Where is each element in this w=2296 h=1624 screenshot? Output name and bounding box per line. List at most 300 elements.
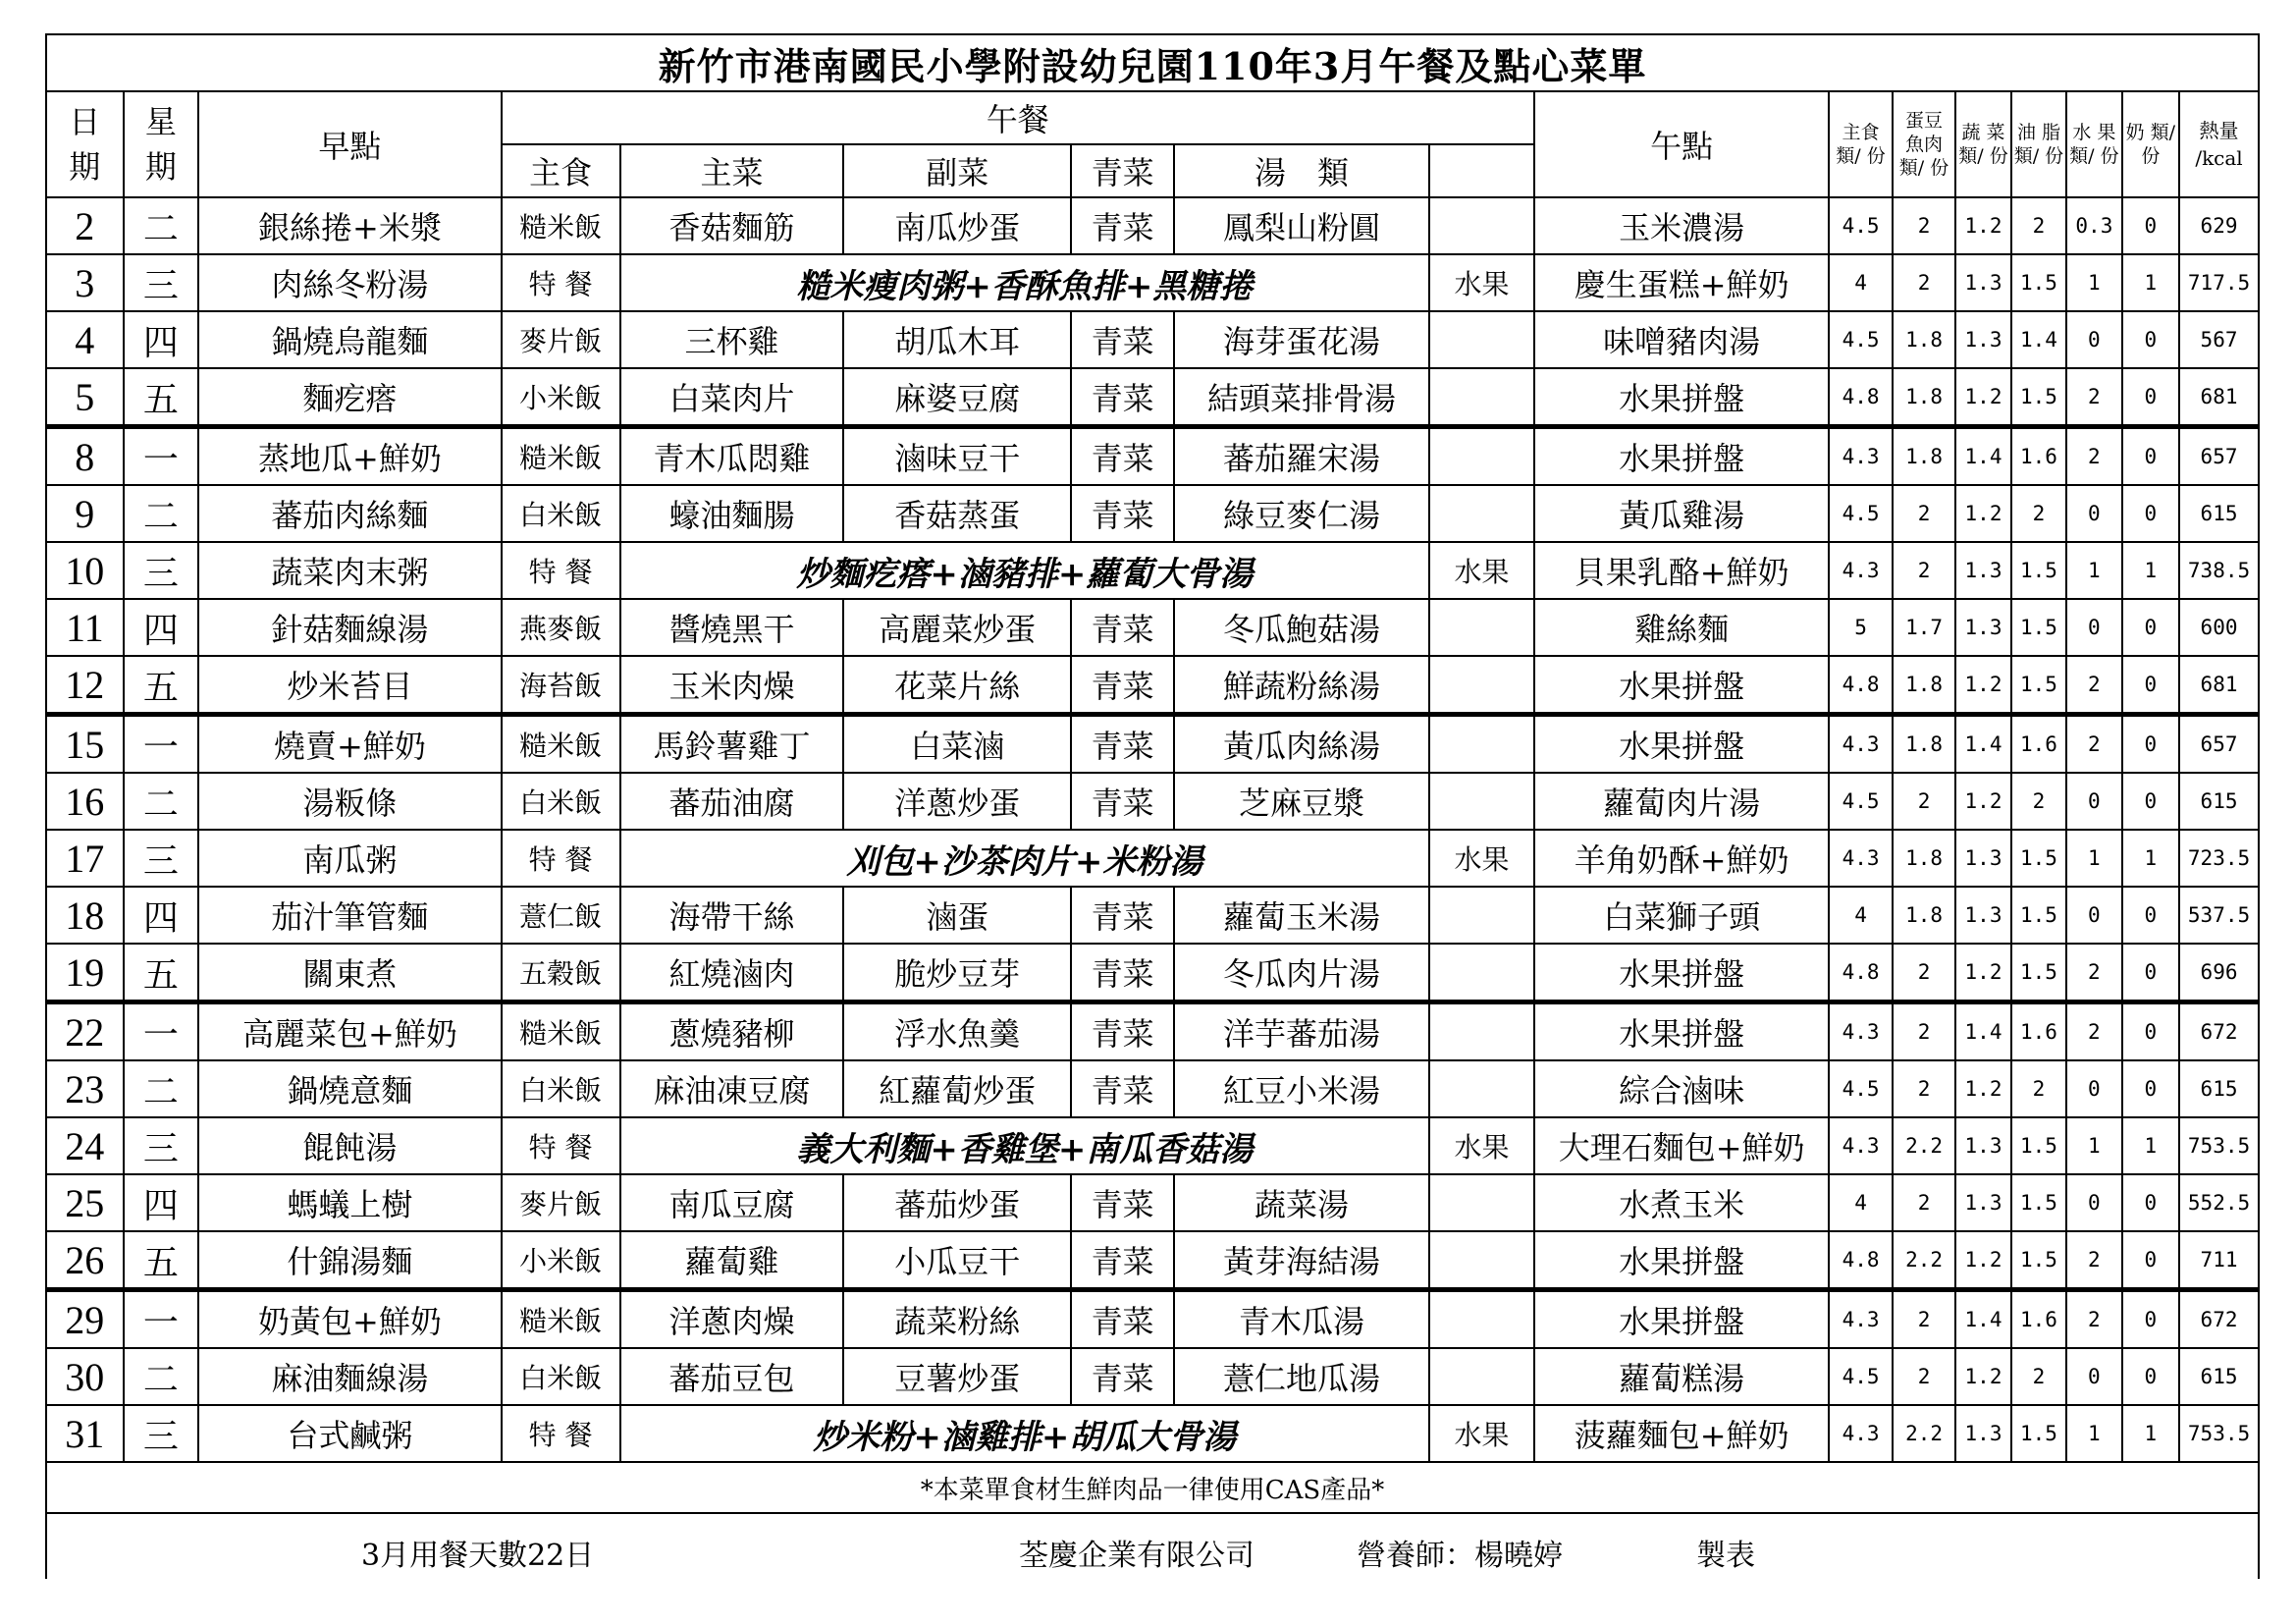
- veg-cell: 1.4: [1955, 715, 2010, 774]
- fruit-cell: 2: [2066, 715, 2121, 774]
- afternoon-cell: 水果拼盤: [1534, 427, 1829, 486]
- breakfast-cell: 炒米苔目: [198, 656, 501, 715]
- header-breakfast: 早點: [198, 91, 501, 197]
- weekday-cell: 二: [124, 485, 199, 542]
- table-row: [46, 599, 2259, 656]
- soup-cell: 蕃茄羅宋湯: [1174, 427, 1429, 486]
- side-dish-cell: 滷蛋: [843, 887, 1071, 944]
- breakfast-cell: 高麗菜包+鮮奶: [198, 1002, 501, 1061]
- protein-cell: 2.2: [1893, 1405, 1956, 1462]
- date-cell: 18: [46, 887, 124, 944]
- grain-cell: 4.8: [1829, 656, 1893, 715]
- main-dish-cell: 南瓜豆腐: [620, 1174, 844, 1231]
- fruit-cell: 1: [2066, 254, 2121, 311]
- soup-cell: 鳳梨山粉圓: [1174, 197, 1429, 254]
- afternoon-cell: 白菜獅子頭: [1534, 887, 1829, 944]
- weekday-cell: 四: [124, 599, 199, 656]
- milk-cell: 1: [2122, 542, 2179, 599]
- header-weekday: [124, 91, 199, 197]
- veg-cell: 1.2: [1955, 1231, 2010, 1290]
- milk-cell: 0: [2122, 715, 2179, 774]
- kcal-cell: 717.5: [2179, 254, 2259, 311]
- side-dish-cell: 香菇蒸蛋: [843, 485, 1071, 542]
- soup-cell: 紅豆小米湯: [1174, 1060, 1429, 1117]
- fruit-cell: 2: [2066, 944, 2121, 1002]
- breakfast-cell: 蕃茄肉絲麵: [198, 485, 501, 542]
- staple-cell: 白米飯: [502, 773, 620, 830]
- extra-cell: [1429, 1231, 1534, 1290]
- greens-cell: 青菜: [1071, 715, 1174, 774]
- side-dish-cell: 胡瓜木耳: [843, 311, 1071, 368]
- greens-cell: 青菜: [1071, 485, 1174, 542]
- fruit-cell: 1: [2066, 1117, 2121, 1174]
- extra-cell: [1429, 715, 1534, 774]
- table-row: [46, 830, 2259, 887]
- protein-cell: 1.7: [1893, 599, 1956, 656]
- weekday-cell: 三: [124, 542, 199, 599]
- weekday-cell: 一: [124, 1002, 199, 1061]
- main-dish-cell: 香菇麵筋: [620, 197, 844, 254]
- grain-cell: 4.3: [1829, 830, 1893, 887]
- afternoon-cell: 玉米濃湯: [1534, 197, 1829, 254]
- table-row: [46, 1117, 2259, 1174]
- special-meal-cell: 刈包+沙茶肉片+米粉湯: [620, 830, 1430, 887]
- afternoon-cell: 水果拼盤: [1534, 715, 1829, 774]
- header-protein-label: 蛋豆 魚肉 類/ 份: [1898, 110, 1949, 179]
- soup-cell: 青木瓜湯: [1174, 1290, 1429, 1349]
- special-meal-cell: 糙米瘦肉粥+香酥魚排+黑糖捲: [620, 254, 1430, 311]
- weekday-cell: 五: [124, 1231, 199, 1290]
- table-row: [46, 197, 2259, 254]
- page-title: 新竹市港南國民小學附設幼兒園110年3月午餐及點心菜單: [46, 34, 2259, 91]
- extra-cell: [1429, 944, 1534, 1002]
- side-dish-cell: 小瓜豆干: [843, 1231, 1071, 1290]
- protein-cell: 2: [1893, 1002, 1956, 1061]
- veg-cell: 1.2: [1955, 485, 2010, 542]
- veg-cell: 1.2: [1955, 944, 2010, 1002]
- main-dish-cell: 蠔油麵腸: [620, 485, 844, 542]
- staple-cell: 薏仁飯: [502, 887, 620, 944]
- grain-cell: 4: [1829, 1174, 1893, 1231]
- kcal-cell: 657: [2179, 427, 2259, 486]
- veg-cell: 1.3: [1955, 599, 2010, 656]
- kcal-cell: 672: [2179, 1290, 2259, 1349]
- header-oil: [2011, 91, 2066, 197]
- date-cell: 15: [46, 715, 124, 774]
- breakfast-cell: 茄汁筆管麵: [198, 887, 501, 944]
- staple-cell: 白米飯: [502, 485, 620, 542]
- fruit-cell: 1: [2066, 1405, 2121, 1462]
- kcal-cell: 753.5: [2179, 1405, 2259, 1462]
- greens-cell: 青菜: [1071, 311, 1174, 368]
- fruit-cell: 0: [2066, 773, 2121, 830]
- afternoon-cell: 貝果乳酪+鮮奶: [1534, 542, 1829, 599]
- fruit-cell: 0: [2066, 1348, 2121, 1405]
- soup-cell: 綠豆麥仁湯: [1174, 485, 1429, 542]
- table-row: [46, 1405, 2259, 1462]
- side-dish-cell: 紅蘿蔔炒蛋: [843, 1060, 1071, 1117]
- veg-cell: 1.3: [1955, 1117, 2010, 1174]
- date-cell: 31: [46, 1405, 124, 1462]
- special-meal-cell: 炒米粉+滷雞排+胡瓜大骨湯: [620, 1405, 1430, 1462]
- weekday-cell: 一: [124, 427, 199, 486]
- afternoon-cell: 水果拼盤: [1534, 1002, 1829, 1061]
- side-dish-cell: 脆炒豆芽: [843, 944, 1071, 1002]
- greens-cell: 青菜: [1071, 1002, 1174, 1061]
- menu-table: [45, 33, 2260, 1579]
- grain-cell: 4.3: [1829, 1405, 1893, 1462]
- table-row: [46, 1002, 2259, 1061]
- date-cell: 9: [46, 485, 124, 542]
- menu-sheet: [45, 33, 2260, 1579]
- header-staple: 主食: [502, 144, 620, 197]
- header-milk: [2122, 91, 2179, 197]
- header-oil-label: 油 脂 類/ 份: [2013, 122, 2064, 167]
- oil-cell: 1.5: [2011, 944, 2066, 1002]
- veg-cell: 1.2: [1955, 1060, 2010, 1117]
- table-row: [46, 1231, 2259, 1290]
- extra-cell: [1429, 485, 1534, 542]
- header-weekday-label: 星 期: [144, 103, 177, 186]
- main-dish-cell: 海帶干絲: [620, 887, 844, 944]
- soup-cell: 芝麻豆漿: [1174, 773, 1429, 830]
- staple-cell: 燕麥飯: [502, 599, 620, 656]
- header-veg-label: 蔬 菜 類/ 份: [1958, 122, 2008, 167]
- extra-cell: [1429, 427, 1534, 486]
- greens-cell: 青菜: [1071, 368, 1174, 427]
- veg-cell: 1.3: [1955, 542, 2010, 599]
- special-meal-cell: 義大利麵+香雞堡+南瓜香菇湯: [620, 1117, 1430, 1174]
- oil-cell: 2: [2011, 197, 2066, 254]
- side-dish-cell: 滷味豆干: [843, 427, 1071, 486]
- veg-cell: 1.3: [1955, 254, 2010, 311]
- protein-cell: 2: [1893, 773, 1956, 830]
- milk-cell: 0: [2122, 1290, 2179, 1349]
- table-row: [46, 715, 2259, 774]
- fruit-cell: 0.3: [2066, 197, 2121, 254]
- protein-cell: 2: [1893, 944, 1956, 1002]
- staple-cell: 特 餐: [502, 254, 620, 311]
- staple-cell: 糙米飯: [502, 715, 620, 774]
- fruit-cell: 0: [2066, 1060, 2121, 1117]
- extra-cell: [1429, 1060, 1534, 1117]
- date-cell: 4: [46, 311, 124, 368]
- breakfast-cell: 鍋燒意麵: [198, 1060, 501, 1117]
- breakfast-cell: 麻油麵線湯: [198, 1348, 501, 1405]
- protein-cell: 1.8: [1893, 311, 1956, 368]
- extra-cell: 水果: [1429, 254, 1534, 311]
- kcal-cell: 600: [2179, 599, 2259, 656]
- table-row: [46, 1060, 2259, 1117]
- breakfast-cell: 湯粄條: [198, 773, 501, 830]
- extra-cell: 水果: [1429, 1405, 1534, 1462]
- date-cell: 25: [46, 1174, 124, 1231]
- fruit-cell: 0: [2066, 1174, 2121, 1231]
- oil-cell: 1.5: [2011, 1231, 2066, 1290]
- main-dish-cell: 蘿蔔雞: [620, 1231, 844, 1290]
- extra-cell: [1429, 599, 1534, 656]
- grain-cell: 4.3: [1829, 1002, 1893, 1061]
- greens-cell: 青菜: [1071, 944, 1174, 1002]
- breakfast-cell: 關東煮: [198, 944, 501, 1002]
- grain-cell: 4.5: [1829, 197, 1893, 254]
- milk-cell: 1: [2122, 1117, 2179, 1174]
- weekday-cell: 四: [124, 887, 199, 944]
- grain-cell: 4.8: [1829, 1231, 1893, 1290]
- header-milk-label: 奶 類/ 份: [2125, 122, 2176, 167]
- breakfast-cell: 台式鹹粥: [198, 1405, 501, 1462]
- afternoon-cell: 慶生蛋糕+鮮奶: [1534, 254, 1829, 311]
- weekday-cell: 五: [124, 656, 199, 715]
- table-row: [46, 254, 2259, 311]
- side-dish-cell: 南瓜炒蛋: [843, 197, 1071, 254]
- protein-cell: 2.2: [1893, 1231, 1956, 1290]
- soup-cell: 海芽蛋花湯: [1174, 311, 1429, 368]
- kcal-cell: 615: [2179, 1060, 2259, 1117]
- veg-cell: 1.3: [1955, 1174, 2010, 1231]
- staple-cell: 海苔飯: [502, 656, 620, 715]
- milk-cell: 0: [2122, 599, 2179, 656]
- weekday-cell: 五: [124, 368, 199, 427]
- soup-cell: 結頭菜排骨湯: [1174, 368, 1429, 427]
- kcal-cell: 537.5: [2179, 887, 2259, 944]
- grain-cell: 4.8: [1829, 944, 1893, 1002]
- header-fruit-label: 水 果 類/ 份: [2069, 122, 2119, 167]
- weekday-cell: 三: [124, 830, 199, 887]
- date-cell: 8: [46, 427, 124, 486]
- oil-cell: 2: [2011, 485, 2066, 542]
- table-row: [46, 887, 2259, 944]
- oil-cell: 1.6: [2011, 715, 2066, 774]
- fruit-cell: 2: [2066, 368, 2121, 427]
- breakfast-cell: 銀絲捲+米漿: [198, 197, 501, 254]
- staple-cell: 糙米飯: [502, 1290, 620, 1349]
- kcal-cell: 753.5: [2179, 1117, 2259, 1174]
- kcal-cell: 615: [2179, 485, 2259, 542]
- date-cell: 26: [46, 1231, 124, 1290]
- soup-cell: 黃瓜肉絲湯: [1174, 715, 1429, 774]
- fruit-cell: 2: [2066, 1290, 2121, 1349]
- veg-cell: 1.3: [1955, 1405, 2010, 1462]
- weekday-cell: 三: [124, 254, 199, 311]
- veg-cell: 1.3: [1955, 311, 2010, 368]
- extra-cell: [1429, 368, 1534, 427]
- soup-cell: 鮮蔬粉絲湯: [1174, 656, 1429, 715]
- breakfast-cell: 餛飩湯: [198, 1117, 501, 1174]
- staple-cell: 特 餐: [502, 542, 620, 599]
- side-dish-cell: 浮水魚羹: [843, 1002, 1071, 1061]
- main-dish-cell: 醬燒黑干: [620, 599, 844, 656]
- weekday-cell: 一: [124, 1290, 199, 1349]
- afternoon-cell: 味噌豬肉湯: [1534, 311, 1829, 368]
- main-dish-cell: 蕃茄豆包: [620, 1348, 844, 1405]
- milk-cell: 0: [2122, 773, 2179, 830]
- side-dish-cell: 高麗菜炒蛋: [843, 599, 1071, 656]
- oil-cell: 1.5: [2011, 887, 2066, 944]
- milk-cell: 0: [2122, 1002, 2179, 1061]
- protein-cell: 2: [1893, 1060, 1956, 1117]
- staple-cell: 糙米飯: [502, 427, 620, 486]
- date-cell: 23: [46, 1060, 124, 1117]
- fruit-cell: 0: [2066, 599, 2121, 656]
- staple-cell: 白米飯: [502, 1060, 620, 1117]
- staple-cell: 五穀飯: [502, 944, 620, 1002]
- oil-cell: 1.5: [2011, 830, 2066, 887]
- grain-cell: 4.5: [1829, 773, 1893, 830]
- oil-cell: 2: [2011, 773, 2066, 830]
- oil-cell: 1.4: [2011, 311, 2066, 368]
- main-dish-cell: 麻油凍豆腐: [620, 1060, 844, 1117]
- fruit-cell: 2: [2066, 1231, 2121, 1290]
- weekday-cell: 四: [124, 311, 199, 368]
- milk-cell: 0: [2122, 197, 2179, 254]
- date-cell: 17: [46, 830, 124, 887]
- staple-cell: 白米飯: [502, 1348, 620, 1405]
- fruit-cell: 0: [2066, 311, 2121, 368]
- milk-cell: 0: [2122, 368, 2179, 427]
- kcal-cell: 738.5: [2179, 542, 2259, 599]
- extra-cell: [1429, 1174, 1534, 1231]
- protein-cell: 2: [1893, 1174, 1956, 1231]
- header-main-dish: 主菜: [620, 144, 844, 197]
- weekday-cell: 五: [124, 944, 199, 1002]
- table-row: [46, 1290, 2259, 1349]
- protein-cell: 1.8: [1893, 656, 1956, 715]
- staple-cell: 糙米飯: [502, 1002, 620, 1061]
- oil-cell: 1.5: [2011, 542, 2066, 599]
- main-dish-cell: 洋蔥肉燥: [620, 1290, 844, 1349]
- extra-cell: [1429, 1002, 1534, 1061]
- date-cell: 24: [46, 1117, 124, 1174]
- header-grain: [1829, 91, 1893, 197]
- extra-cell: 水果: [1429, 542, 1534, 599]
- milk-cell: 0: [2122, 944, 2179, 1002]
- kcal-cell: 629: [2179, 197, 2259, 254]
- table-row: [46, 542, 2259, 599]
- header-kcal-label: 熱量 /kcal: [2195, 119, 2243, 170]
- table-row: [46, 311, 2259, 368]
- grain-cell: 4.3: [1829, 1290, 1893, 1349]
- fruit-cell: 1: [2066, 830, 2121, 887]
- afternoon-cell: 綜合滷味: [1534, 1060, 1829, 1117]
- side-dish-cell: 蕃茄炒蛋: [843, 1174, 1071, 1231]
- extra-cell: [1429, 773, 1534, 830]
- oil-cell: 2: [2011, 1348, 2066, 1405]
- fruit-cell: 2: [2066, 427, 2121, 486]
- greens-cell: 青菜: [1071, 599, 1174, 656]
- side-dish-cell: 蔬菜粉絲: [843, 1290, 1071, 1349]
- greens-cell: 青菜: [1071, 1174, 1174, 1231]
- table-row: [46, 944, 2259, 1002]
- weekday-cell: 二: [124, 197, 199, 254]
- kcal-cell: 657: [2179, 715, 2259, 774]
- soup-cell: 黃芽海結湯: [1174, 1231, 1429, 1290]
- protein-cell: 1.8: [1893, 887, 1956, 944]
- header-fruit: [2066, 91, 2121, 197]
- veg-cell: 1.2: [1955, 1348, 2010, 1405]
- grain-cell: 4.3: [1829, 1117, 1893, 1174]
- grain-cell: 4.5: [1829, 311, 1893, 368]
- footer-company: 荃慶企業有限公司: [1019, 1539, 1255, 1573]
- veg-cell: 1.4: [1955, 427, 2010, 486]
- milk-cell: 0: [2122, 1231, 2179, 1290]
- oil-cell: 1.5: [2011, 599, 2066, 656]
- breakfast-cell: 針菇麵線湯: [198, 599, 501, 656]
- kcal-cell: 567: [2179, 311, 2259, 368]
- kcal-cell: 615: [2179, 773, 2259, 830]
- grain-cell: 4.3: [1829, 715, 1893, 774]
- breakfast-cell: 南瓜粥: [198, 830, 501, 887]
- grain-cell: 4.5: [1829, 1060, 1893, 1117]
- afternoon-cell: 水果拼盤: [1534, 368, 1829, 427]
- protein-cell: 1.8: [1893, 830, 1956, 887]
- milk-cell: 0: [2122, 485, 2179, 542]
- kcal-cell: 672: [2179, 1002, 2259, 1061]
- header-kcal: [2179, 91, 2259, 197]
- extra-cell: [1429, 311, 1534, 368]
- oil-cell: 1.6: [2011, 1290, 2066, 1349]
- date-cell: 22: [46, 1002, 124, 1061]
- fruit-cell: 1: [2066, 542, 2121, 599]
- breakfast-cell: 奶黃包+鮮奶: [198, 1290, 501, 1349]
- staple-cell: 小米飯: [502, 1231, 620, 1290]
- kcal-cell: 723.5: [2179, 830, 2259, 887]
- weekday-cell: 二: [124, 1060, 199, 1117]
- afternoon-cell: 水果拼盤: [1534, 1290, 1829, 1349]
- greens-cell: 青菜: [1071, 773, 1174, 830]
- milk-cell: 0: [2122, 311, 2179, 368]
- protein-cell: 2: [1893, 542, 1956, 599]
- greens-cell: 青菜: [1071, 427, 1174, 486]
- extra-cell: [1429, 887, 1534, 944]
- milk-cell: 0: [2122, 1174, 2179, 1231]
- milk-cell: 0: [2122, 887, 2179, 944]
- main-dish-cell: 玉米肉燥: [620, 656, 844, 715]
- table-row: [46, 427, 2259, 486]
- extra-cell: [1429, 656, 1534, 715]
- side-dish-cell: 洋蔥炒蛋: [843, 773, 1071, 830]
- soup-cell: 冬瓜肉片湯: [1174, 944, 1429, 1002]
- grain-cell: 4: [1829, 254, 1893, 311]
- greens-cell: 青菜: [1071, 887, 1174, 944]
- veg-cell: 1.4: [1955, 1002, 2010, 1061]
- oil-cell: 1.5: [2011, 254, 2066, 311]
- staple-cell: 糙米飯: [502, 197, 620, 254]
- protein-cell: 2: [1893, 1290, 1956, 1349]
- date-cell: 2: [46, 197, 124, 254]
- milk-cell: 0: [2122, 656, 2179, 715]
- greens-cell: 青菜: [1071, 197, 1174, 254]
- footer-dietitian: 營養師：楊曉婷: [1357, 1539, 1563, 1573]
- special-meal-cell: 炒麵疙瘩+滷豬排+蘿蔔大骨湯: [620, 542, 1430, 599]
- table-row: [46, 485, 2259, 542]
- header-veg: [1955, 91, 2010, 197]
- oil-cell: 2: [2011, 1060, 2066, 1117]
- main-dish-cell: 紅燒滷肉: [620, 944, 844, 1002]
- extra-cell: [1429, 1290, 1534, 1349]
- soup-cell: 蔬菜湯: [1174, 1174, 1429, 1231]
- date-cell: 29: [46, 1290, 124, 1349]
- weekday-cell: 三: [124, 1405, 199, 1462]
- table-row: [46, 1348, 2259, 1405]
- oil-cell: 1.5: [2011, 1405, 2066, 1462]
- staple-cell: 特 餐: [502, 1405, 620, 1462]
- side-dish-cell: 豆薯炒蛋: [843, 1348, 1071, 1405]
- main-dish-cell: 三杯雞: [620, 311, 844, 368]
- kcal-cell: 615: [2179, 1348, 2259, 1405]
- date-cell: 12: [46, 656, 124, 715]
- table-row: [46, 656, 2259, 715]
